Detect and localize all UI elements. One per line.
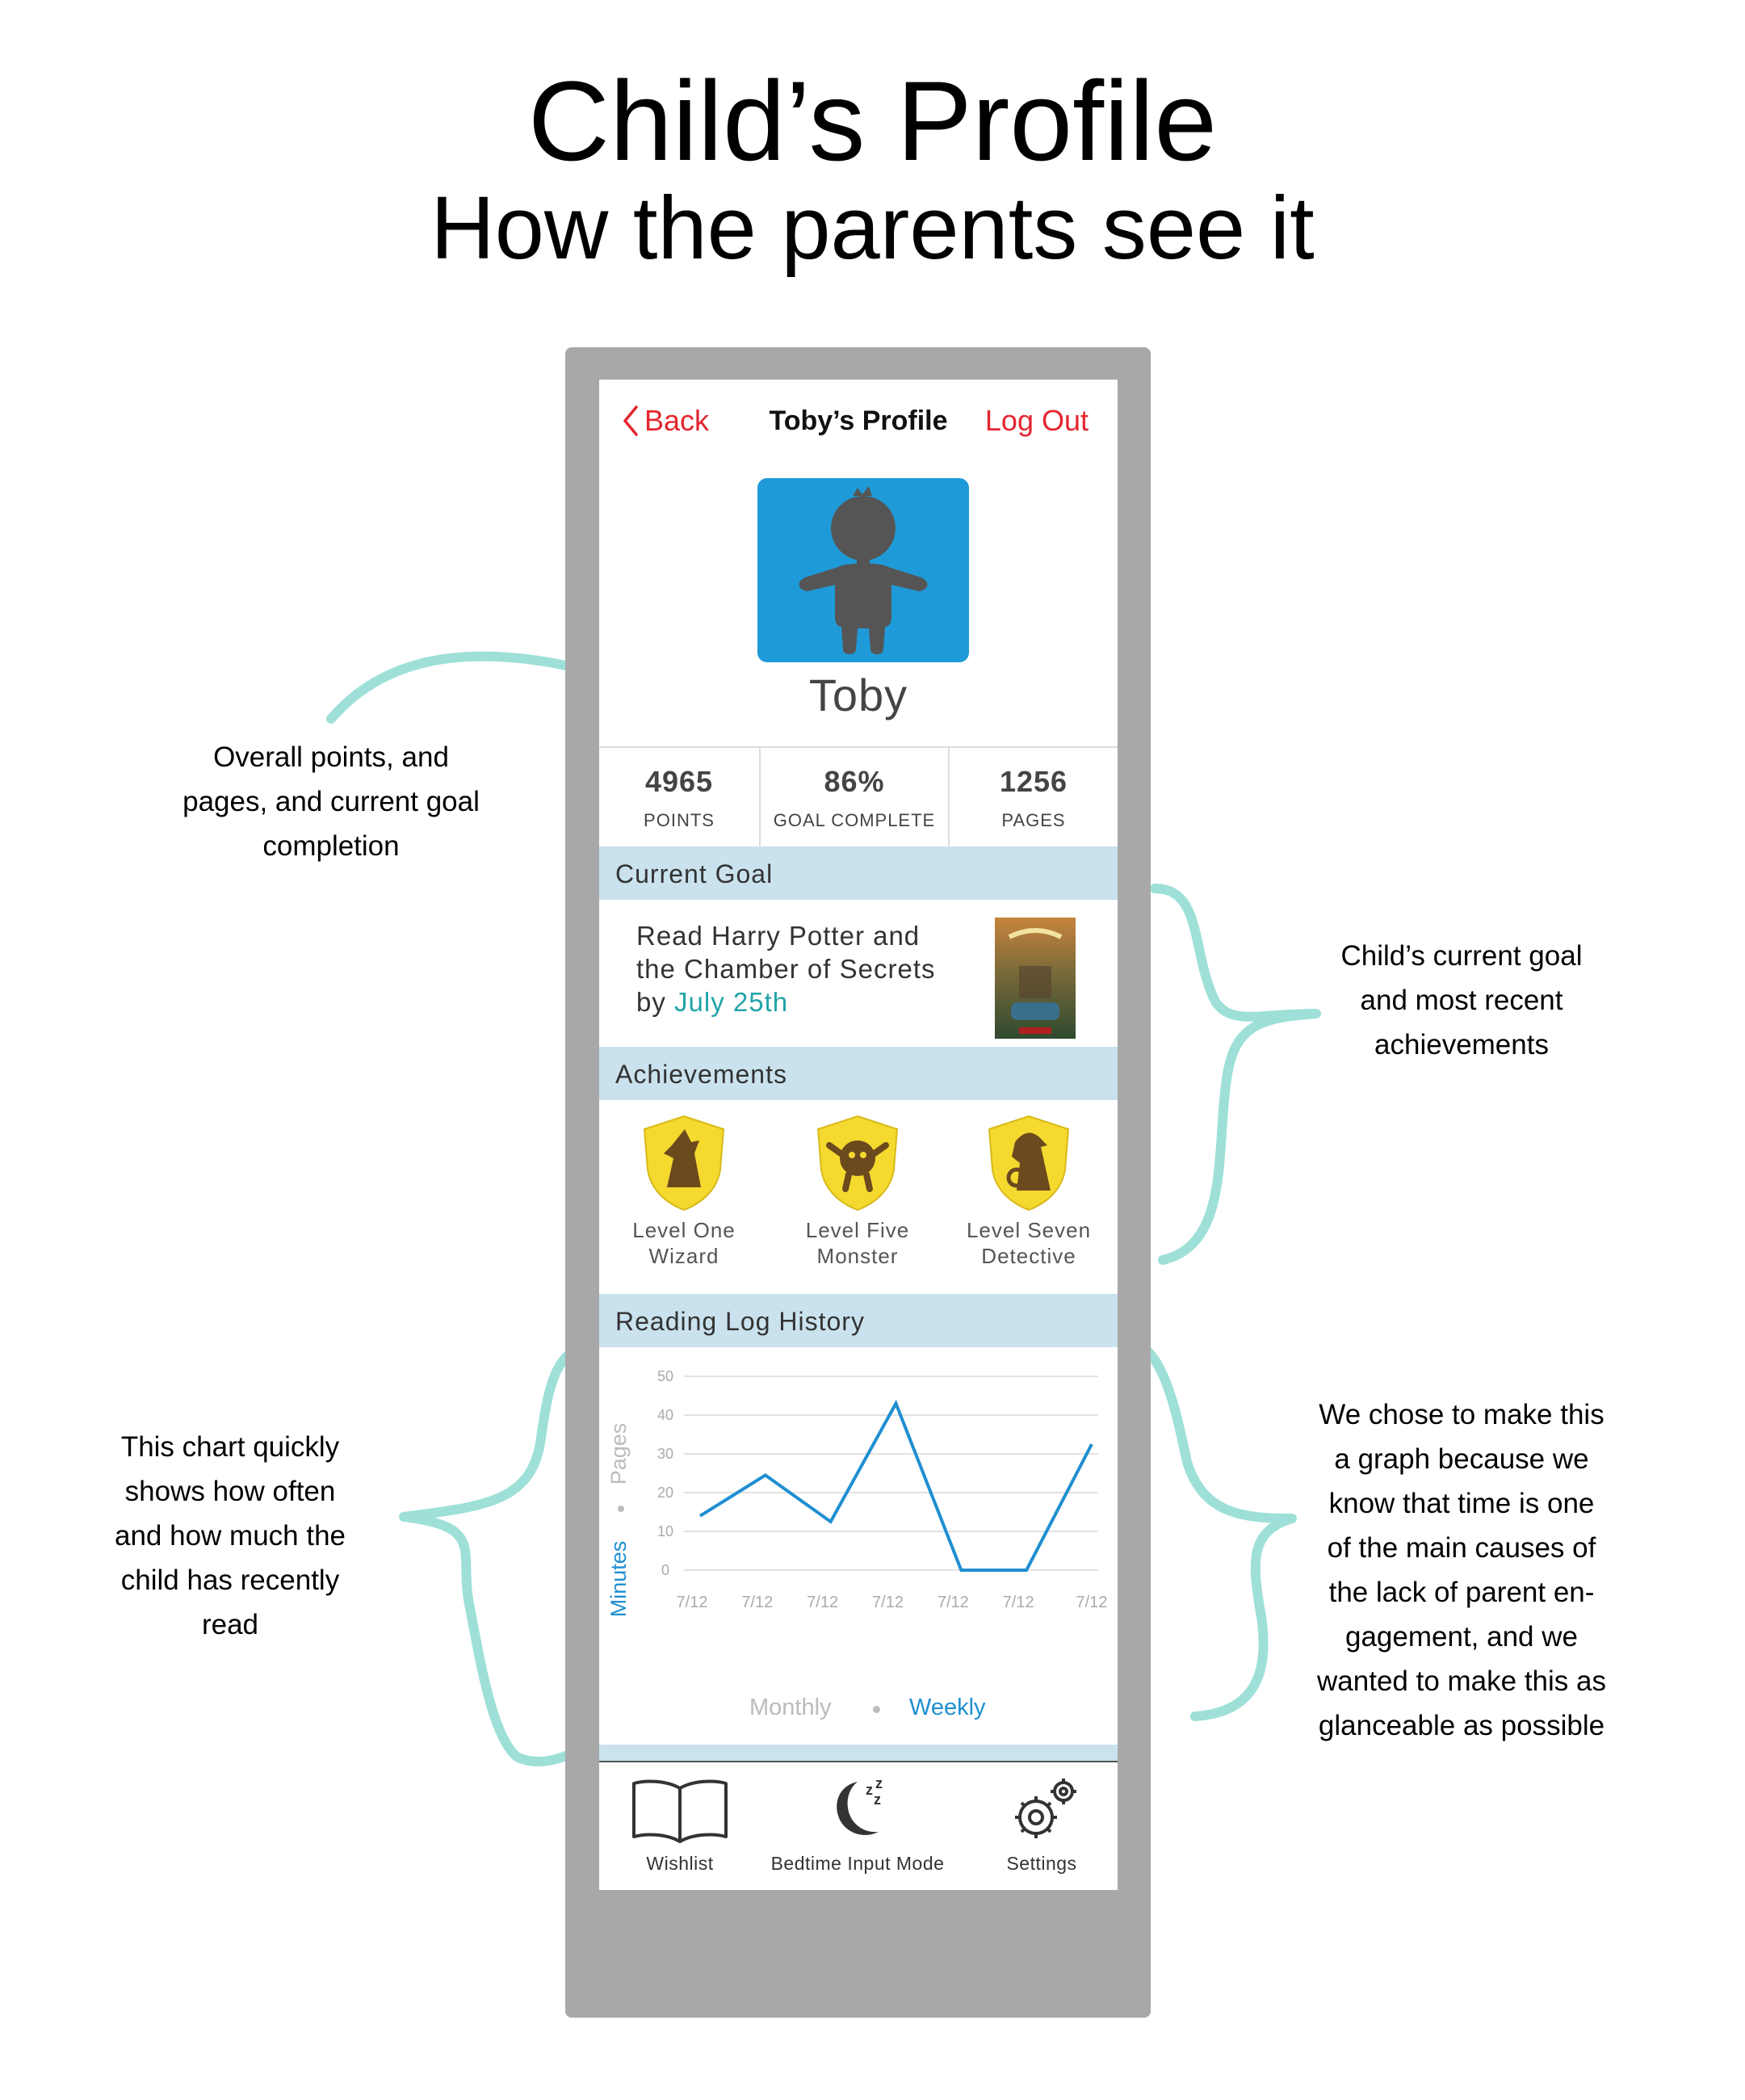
- detective-badge-icon: [984, 1113, 1073, 1213]
- section-title: Achievements: [615, 1060, 787, 1089]
- annotation-goal: Child’s current goal and most recent achievements: [1340, 940, 1583, 1060]
- page-title: Child’s Profile: [527, 57, 1218, 184]
- goal-description: Read Harry Potter and the Chamber of Secrets by July 25th: [636, 921, 936, 1017]
- achievements-header: [599, 1047, 1118, 1100]
- section-strip: [599, 1745, 1118, 1761]
- achievement-label: Detective: [981, 1244, 1076, 1268]
- annotation-chart: This chart quickly shows how often and how much the child has recently read: [114, 1431, 346, 1640]
- tab-bar: [599, 1761, 1118, 1890]
- nav-title: Toby’s Profile: [769, 405, 948, 436]
- gears-icon: [997, 1774, 1086, 1848]
- stat-value: 86%: [824, 765, 885, 798]
- back-label: Back: [644, 404, 710, 437]
- achievement-label: Wizard: [648, 1244, 719, 1268]
- achievement-label: Level Seven: [966, 1218, 1092, 1242]
- x-tick-label: 7/12: [741, 1594, 774, 1611]
- tab-label: Wishlist: [646, 1853, 714, 1874]
- brace-goal: [1155, 888, 1316, 1260]
- x-tick-label: 7/12: [676, 1594, 708, 1611]
- y-tick-label: 0: [661, 1562, 670, 1578]
- toggle-separator-dot: [873, 1706, 880, 1713]
- stat-goal-complete: [761, 748, 950, 848]
- book-cover-image[interactable]: [995, 918, 1076, 1039]
- achievement-detective[interactable]: [948, 1113, 1110, 1269]
- achievement-label: Monster: [816, 1244, 899, 1268]
- avatar: [757, 478, 969, 662]
- svg-text:z: z: [875, 1775, 883, 1791]
- stat-label: POINTS: [644, 810, 715, 830]
- stat-pages: [950, 748, 1118, 848]
- achievement-label: Level One: [632, 1218, 736, 1242]
- page-subtitle: How the parents see it: [430, 178, 1315, 278]
- x-tick-label: 7/12: [1002, 1594, 1034, 1611]
- y-tick-label: 30: [656, 1446, 674, 1462]
- tab-wishlist[interactable]: [623, 1775, 736, 1875]
- tab-label: Settings: [1006, 1853, 1077, 1874]
- stat-value: 4965: [644, 765, 714, 798]
- stat-points: [599, 748, 761, 848]
- x-tick-label: 7/12: [1076, 1594, 1108, 1611]
- annotation-graph: We chose to make this a graph because we know that time is one of the main causes of the lack of parent en- gagement, and we wanted to make this as glanceable as possible: [1317, 1399, 1606, 1741]
- child-silhouette-icon: [757, 478, 969, 662]
- logout-button[interactable]: Log Out: [984, 404, 1089, 437]
- stat-value: 1256: [999, 765, 1068, 798]
- y-axis-label-pages: Pages: [606, 1422, 631, 1485]
- y-tick-label: 40: [656, 1407, 674, 1423]
- y-tick-label: 20: [656, 1485, 674, 1501]
- achievement-label: Level Five: [805, 1218, 910, 1242]
- stats-row: [599, 746, 1118, 848]
- x-tick-label: 7/12: [937, 1594, 969, 1611]
- open-book-icon: [627, 1775, 732, 1845]
- current-goal-header: [599, 846, 1118, 900]
- brace-graph: [1130, 1341, 1292, 1716]
- goal-date: July 25th: [674, 987, 789, 1017]
- achievement-wizard[interactable]: [603, 1113, 765, 1269]
- monster-badge-icon: [813, 1113, 902, 1213]
- tab-label: Bedtime Input Mode: [770, 1853, 945, 1874]
- chart-x-ticks: [677, 1594, 1108, 1611]
- tab-settings[interactable]: [985, 1774, 1098, 1875]
- annotation-points: Overall points, and pages, and current goal completion: [182, 741, 480, 862]
- wizard-badge-icon: [640, 1113, 728, 1213]
- reading-log-header: [599, 1294, 1118, 1347]
- section-title: Reading Log History: [615, 1307, 865, 1336]
- stat-label: PAGES: [1001, 810, 1066, 830]
- chart-grid: [684, 1376, 1098, 1570]
- toggle-monthly[interactable]: Monthly: [749, 1695, 832, 1720]
- phone-screen: [599, 380, 1118, 1890]
- toggle-weekly[interactable]: Weekly: [909, 1695, 986, 1720]
- moon-zzz-icon: [817, 1774, 898, 1846]
- minutes-series-line: [700, 1404, 1092, 1570]
- y-tick-label: 50: [656, 1368, 674, 1384]
- achievement-monster[interactable]: [777, 1113, 938, 1269]
- reading-log-chart: [599, 1349, 1118, 1640]
- x-tick-label: 7/12: [807, 1594, 839, 1611]
- chart-y-ticks: [657, 1368, 673, 1578]
- tab-bedtime-input[interactable]: [753, 1774, 963, 1875]
- y-tick-label: 10: [656, 1523, 674, 1539]
- svg-text:z: z: [866, 1782, 873, 1798]
- svg-text:z: z: [874, 1791, 881, 1808]
- child-name: Toby: [808, 670, 908, 720]
- y-axis-label-minutes: Minutes: [606, 1540, 631, 1618]
- y-axis-label-dot: [618, 1506, 624, 1512]
- x-tick-label: 7/12: [872, 1594, 904, 1611]
- stat-label: GOAL COMPLETE: [773, 810, 936, 830]
- section-title: Current Goal: [615, 859, 774, 888]
